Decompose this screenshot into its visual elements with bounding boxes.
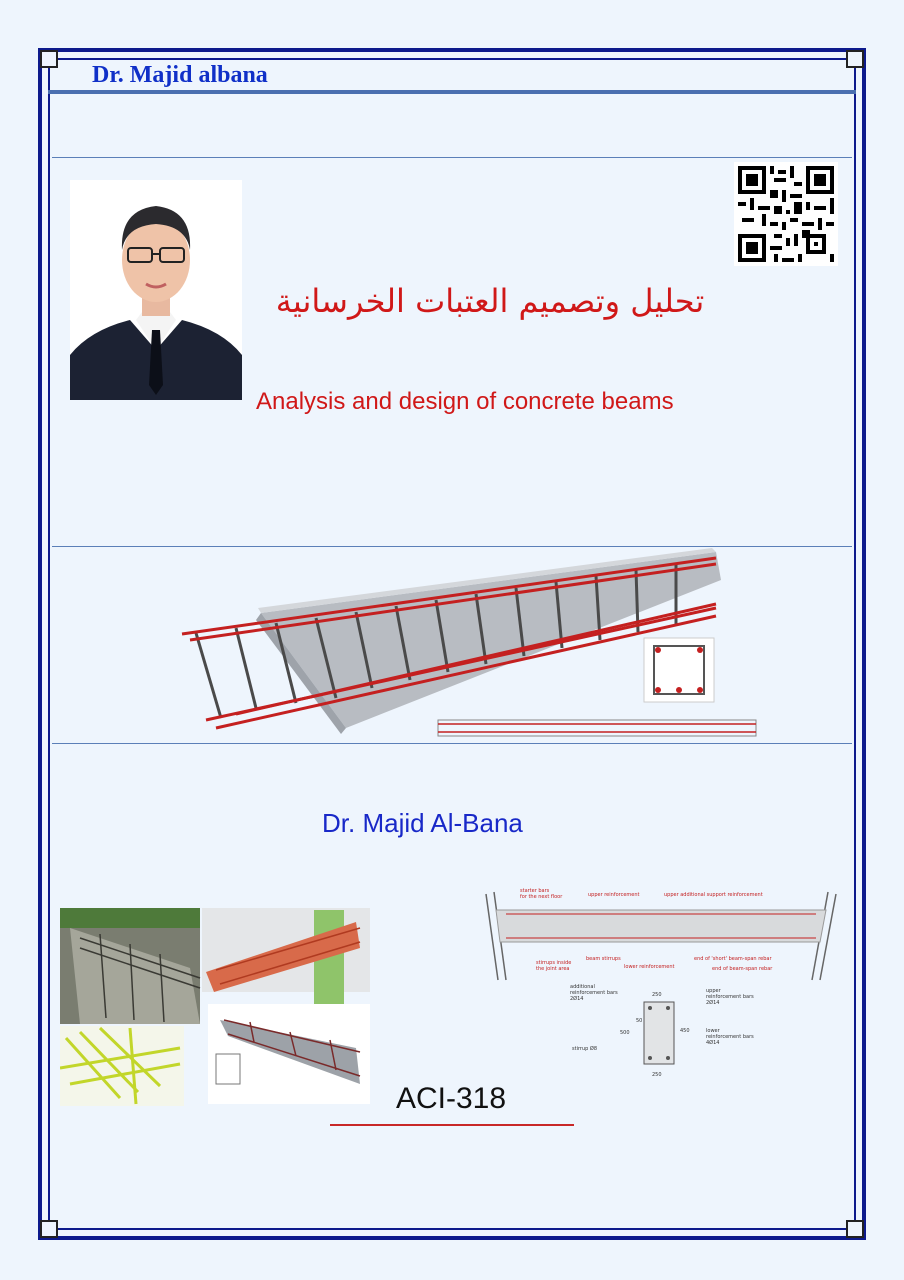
dimension-label: 50 <box>636 1018 643 1024</box>
label-text: reinforcement bars <box>706 994 754 1000</box>
beam-illustration <box>176 548 760 744</box>
beam-photos-collage <box>60 908 372 1108</box>
label-text: for the next floor <box>520 894 563 900</box>
label-stirrups-inside: stirrups inside <box>536 960 572 966</box>
rebar-elevation-strip <box>438 720 756 736</box>
label-upper-bars: upper <box>706 988 721 994</box>
label-text: reinforcement bars <box>706 1034 754 1040</box>
label-beam-stirrups: beam stirrups <box>586 956 621 962</box>
section-diagram <box>560 984 760 1084</box>
author-name: Dr. Majid Al-Bana <box>322 808 523 838</box>
label-text: 2Ø14 <box>570 996 584 1002</box>
cross-section-detail <box>644 638 714 702</box>
header-rule <box>48 90 856 94</box>
dimension-label: 250 <box>652 1072 662 1078</box>
dimension-label: 250 <box>652 992 662 998</box>
qr-code <box>734 162 838 266</box>
title-english: Analysis and design of concrete beams <box>256 388 674 415</box>
label-text: 4Ø14 <box>706 1040 720 1046</box>
title-arabic: تحليل وتصميم العتبات الخرسانية <box>275 282 705 320</box>
label-text: the joint area <box>536 966 570 972</box>
corner-ornament <box>40 50 58 68</box>
label-text: 2Ø14 <box>706 1000 720 1006</box>
divider <box>52 546 852 547</box>
label-beam-span: end of beam-span rebar <box>712 966 773 972</box>
dimension-label: 500 <box>620 1030 630 1036</box>
corner-ornament <box>846 50 864 68</box>
corner-ornament <box>40 1220 58 1238</box>
label-text: reinforcement bars <box>570 990 618 996</box>
dimension-label: 450 <box>680 1028 690 1034</box>
label-short-span: end of 'short' beam-span rebar <box>694 956 772 962</box>
author-photo <box>70 180 242 400</box>
design-code: ACI-318 <box>396 1082 507 1115</box>
label-stirrup: stirrup Ø8 <box>572 1046 598 1052</box>
label-lower-reinf: lower reinforcement <box>624 964 675 970</box>
label-starter-bars: starter bars <box>520 888 550 894</box>
label-additional: additional <box>570 984 595 990</box>
corner-ornament <box>846 1220 864 1238</box>
label-upper-support: upper additional support reinforcement <box>664 892 763 898</box>
label-lower-bars: lower <box>706 1028 720 1034</box>
header-author: Dr. Majid albana <box>92 62 268 88</box>
label-upper-reinf: upper reinforcement <box>588 892 640 898</box>
code-underline <box>330 1124 574 1126</box>
divider <box>52 157 852 158</box>
